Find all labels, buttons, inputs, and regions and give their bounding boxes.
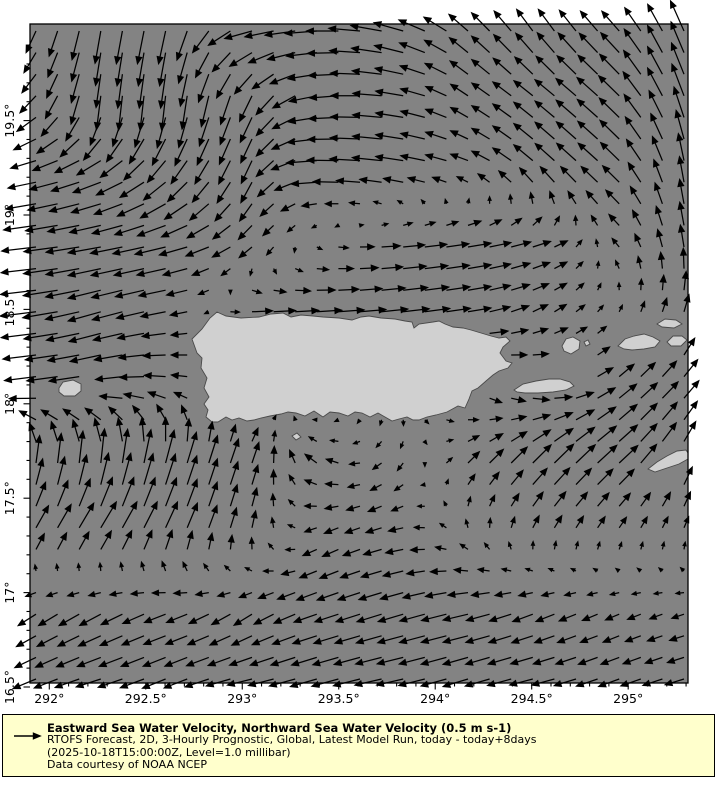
y-axis-tick-label: 17° bbox=[2, 581, 17, 604]
island-puerto-rico bbox=[192, 312, 512, 422]
island-mona bbox=[59, 380, 81, 396]
y-axis-tick-label: 16.5° bbox=[2, 669, 17, 705]
legend-subtitle-1: RTOFS Forecast, 2D, 3-Hourly Prognostic, Global, Latest Model Run, today - today+8days bbox=[47, 733, 537, 747]
y-axis-tick-label: 18° bbox=[2, 392, 17, 415]
x-axis-tick-label: 294° bbox=[420, 691, 451, 706]
x-axis-tick-label: 292.5° bbox=[124, 691, 167, 706]
y-axis-tick-label: 18.5° bbox=[2, 292, 17, 327]
legend-subtitle-3: Data courtesy of NOAA NCEP bbox=[47, 758, 207, 772]
x-axis-tick-label: 293.5° bbox=[317, 691, 360, 706]
x-axis-tick-label: 292° bbox=[34, 691, 65, 706]
legend-title: Eastward Sea Water Velocity, Northward Sea Water Velocity (0.5 m s-1) bbox=[47, 721, 512, 735]
legend-subtitle-2: (2025-10-18T15:00:00Z, Level=1.0 millibar) bbox=[47, 745, 291, 759]
y-axis-tick-label: 17.5° bbox=[2, 481, 17, 516]
reference-arrow bbox=[14, 733, 40, 738]
x-axis-tick-label: 293° bbox=[227, 691, 258, 706]
x-axis-tick-label: 294.5° bbox=[510, 691, 553, 706]
y-axis-tick-label: 19° bbox=[2, 203, 17, 227]
legend-box bbox=[2, 714, 715, 777]
legend-text bbox=[47, 722, 537, 772]
y-axis-tick-label: 19.5° bbox=[2, 103, 17, 138]
reference-arrow-icon bbox=[12, 729, 46, 743]
x-axis-tick-label: 295° bbox=[613, 691, 644, 706]
